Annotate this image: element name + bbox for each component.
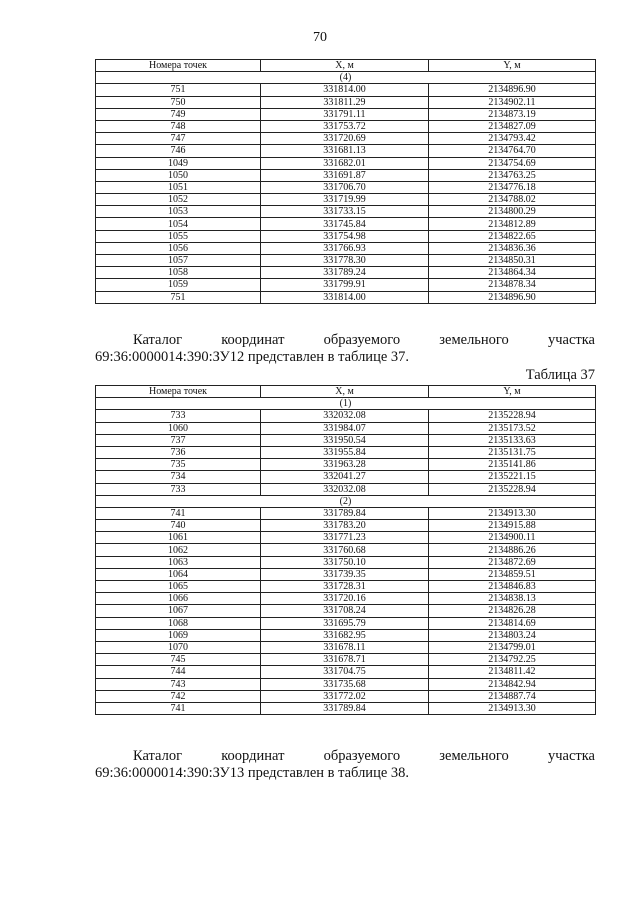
point-number-cell: 1063 — [96, 556, 261, 568]
point-number-cell: 1053 — [96, 206, 261, 218]
y-cell: 2134902.11 — [429, 96, 596, 108]
x-cell: 331735.68 — [261, 678, 429, 690]
x-cell: 331733.15 — [261, 206, 429, 218]
point-number-cell: 1057 — [96, 255, 261, 267]
x-cell: 331772.02 — [261, 690, 429, 702]
x-cell: 331719.99 — [261, 194, 429, 206]
contour-group-row — [96, 398, 596, 410]
y-cell: 2134800.29 — [429, 206, 596, 218]
table-row — [96, 483, 596, 495]
table-row — [96, 279, 596, 291]
contour-group-row — [96, 495, 596, 507]
point-number-cell: 751 — [96, 84, 261, 96]
x-cell: 331682.01 — [261, 157, 429, 169]
y-cell: 2134836.36 — [429, 242, 596, 254]
y-cell: 2134864.34 — [429, 267, 596, 279]
y-cell: 2134872.69 — [429, 556, 596, 568]
paragraph-line-1 — [95, 332, 595, 349]
y-cell: 2134826.28 — [429, 605, 596, 617]
table-row — [96, 267, 596, 279]
x-cell: 331745.84 — [261, 218, 429, 230]
x-cell: 331791.11 — [261, 108, 429, 120]
table-row — [96, 690, 596, 702]
table-row — [96, 84, 596, 96]
y-cell: 2134859.51 — [429, 568, 596, 580]
word: образуемого — [323, 748, 401, 764]
contour-label: (4) — [96, 72, 596, 84]
y-cell: 2135133.63 — [429, 434, 596, 446]
x-cell: 331704.75 — [261, 666, 429, 678]
word: координат — [221, 332, 285, 348]
y-cell: 2135228.94 — [429, 483, 596, 495]
y-cell: 2135221.15 — [429, 471, 596, 483]
x-cell: 331691.87 — [261, 169, 429, 181]
table-row — [96, 133, 596, 145]
y-cell: 2134814.69 — [429, 617, 596, 629]
point-number-cell: 1058 — [96, 267, 261, 279]
point-number-cell: 736 — [96, 446, 261, 458]
point-number-cell: 1050 — [96, 169, 261, 181]
table-row — [96, 422, 596, 434]
word: земельного — [439, 748, 509, 764]
point-number-cell: 750 — [96, 96, 261, 108]
point-number-cell: 746 — [96, 145, 261, 157]
y-cell: 2134886.26 — [429, 544, 596, 556]
point-number-cell: 1065 — [96, 581, 261, 593]
y-cell: 2135173.52 — [429, 422, 596, 434]
table-header-row — [96, 386, 596, 398]
point-number-cell: 1066 — [96, 593, 261, 605]
word: участка — [547, 332, 595, 348]
x-cell: 331760.68 — [261, 544, 429, 556]
table-row — [96, 230, 596, 242]
x-cell: 331955.84 — [261, 446, 429, 458]
table-row — [96, 291, 596, 303]
x-cell: 331766.93 — [261, 242, 429, 254]
y-cell: 2134913.30 — [429, 507, 596, 519]
y-cell: 2134793.42 — [429, 133, 596, 145]
catalog-paragraph-zu12 — [95, 332, 595, 366]
table-row — [96, 194, 596, 206]
y-cell: 2135228.94 — [429, 410, 596, 422]
x-cell: 331984.07 — [261, 422, 429, 434]
paragraph-line-1 — [95, 748, 595, 765]
table-row — [96, 410, 596, 422]
x-cell: 331789.24 — [261, 267, 429, 279]
point-number-cell: 1069 — [96, 629, 261, 641]
x-cell: 331950.54 — [261, 434, 429, 446]
y-cell: 2134803.24 — [429, 629, 596, 641]
table-row — [96, 169, 596, 181]
point-number-cell: 733 — [96, 483, 261, 495]
y-cell: 2134812.89 — [429, 218, 596, 230]
point-number-cell: 1067 — [96, 605, 261, 617]
x-cell: 331814.00 — [261, 291, 429, 303]
table-header-row — [96, 60, 596, 72]
y-cell: 2134838.13 — [429, 593, 596, 605]
contour-group-row — [96, 72, 596, 84]
table-row — [96, 617, 596, 629]
table-row — [96, 120, 596, 132]
table-row — [96, 434, 596, 446]
point-number-cell: 1056 — [96, 242, 261, 254]
point-number-cell: 1068 — [96, 617, 261, 629]
y-cell: 2134776.18 — [429, 181, 596, 193]
table-row — [96, 255, 596, 267]
x-cell: 331728.31 — [261, 581, 429, 593]
x-cell: 332041.27 — [261, 471, 429, 483]
point-number-cell: 744 — [96, 666, 261, 678]
x-cell: 331706.70 — [261, 181, 429, 193]
table-row — [96, 96, 596, 108]
x-cell: 331720.16 — [261, 593, 429, 605]
page-number: 70 — [313, 30, 327, 45]
table-row — [96, 629, 596, 641]
table-row — [96, 593, 596, 605]
x-cell: 331789.84 — [261, 507, 429, 519]
x-cell: 331814.00 — [261, 84, 429, 96]
y-cell: 2134887.74 — [429, 690, 596, 702]
x-cell: 331682.95 — [261, 629, 429, 641]
point-number-cell: 741 — [96, 507, 261, 519]
table-row — [96, 702, 596, 714]
point-number-cell: 749 — [96, 108, 261, 120]
y-cell: 2134896.90 — [429, 291, 596, 303]
x-cell: 331771.23 — [261, 532, 429, 544]
y-cell: 2135141.86 — [429, 459, 596, 471]
header-x: X, м — [261, 386, 429, 398]
word: участка — [547, 748, 595, 764]
point-number-cell: 1054 — [96, 218, 261, 230]
point-number-cell: 1070 — [96, 641, 261, 653]
y-cell: 2134900.11 — [429, 532, 596, 544]
word: Каталог — [133, 748, 183, 764]
table-row — [96, 446, 596, 458]
point-number-cell: 1062 — [96, 544, 261, 556]
paragraph-line-2: 69:36:0000014:390:ЗУ12 представлен в таблице 37. — [95, 349, 410, 365]
table-row — [96, 157, 596, 169]
x-cell: 331754.98 — [261, 230, 429, 242]
x-cell: 331708.24 — [261, 605, 429, 617]
paragraph-line-2: 69:36:0000014:390:ЗУ13 представлен в таблице 38. — [95, 765, 410, 781]
point-number-cell: 747 — [96, 133, 261, 145]
point-number-cell: 1051 — [96, 181, 261, 193]
table-row — [96, 145, 596, 157]
x-cell: 331799.91 — [261, 279, 429, 291]
header-x: X, м — [261, 60, 429, 72]
table-row — [96, 678, 596, 690]
contour-label: (2) — [96, 495, 596, 507]
contour-label: (1) — [96, 398, 596, 410]
point-number-cell: 1060 — [96, 422, 261, 434]
table-row — [96, 544, 596, 556]
point-number-cell: 745 — [96, 654, 261, 666]
table-row — [96, 581, 596, 593]
table-row — [96, 206, 596, 218]
x-cell: 331783.20 — [261, 520, 429, 532]
x-cell: 331963.28 — [261, 459, 429, 471]
y-cell: 2134846.83 — [429, 581, 596, 593]
y-cell: 2134915.88 — [429, 520, 596, 532]
point-number-cell: 741 — [96, 702, 261, 714]
x-cell: 331681.13 — [261, 145, 429, 157]
table-caption: Таблица 37 — [525, 367, 595, 383]
point-number-cell: 1049 — [96, 157, 261, 169]
y-cell: 2134850.31 — [429, 255, 596, 267]
table-row — [96, 459, 596, 471]
header-point-number: Номера точек — [96, 60, 261, 72]
y-cell: 2134764.70 — [429, 145, 596, 157]
word: образуемого — [323, 332, 401, 348]
table-row — [96, 556, 596, 568]
table-row — [96, 666, 596, 678]
table-row — [96, 520, 596, 532]
table-row — [96, 181, 596, 193]
y-cell: 2134788.02 — [429, 194, 596, 206]
x-cell: 332032.08 — [261, 483, 429, 495]
header-y: Y, м — [429, 60, 596, 72]
header-y: Y, м — [429, 386, 596, 398]
point-number-cell: 1052 — [96, 194, 261, 206]
y-cell: 2134763.25 — [429, 169, 596, 181]
point-number-cell: 734 — [96, 471, 261, 483]
point-number-cell: 1061 — [96, 532, 261, 544]
point-number-cell: 1055 — [96, 230, 261, 242]
point-number-cell: 737 — [96, 434, 261, 446]
x-cell: 331789.84 — [261, 702, 429, 714]
y-cell: 2134842.94 — [429, 678, 596, 690]
x-cell: 331778.30 — [261, 255, 429, 267]
x-cell: 331678.11 — [261, 641, 429, 653]
point-number-cell: 748 — [96, 120, 261, 132]
table-row — [96, 108, 596, 120]
x-cell: 331695.79 — [261, 617, 429, 629]
x-cell: 331739.35 — [261, 568, 429, 580]
y-cell: 2134822.65 — [429, 230, 596, 242]
point-number-cell: 733 — [96, 410, 261, 422]
table-row — [96, 507, 596, 519]
y-cell: 2134878.34 — [429, 279, 596, 291]
x-cell: 331720.69 — [261, 133, 429, 145]
catalog-paragraph-zu13 — [95, 748, 595, 782]
point-number-cell: 1059 — [96, 279, 261, 291]
point-number-cell: 735 — [96, 459, 261, 471]
word: координат — [221, 748, 285, 764]
point-number-cell: 1064 — [96, 568, 261, 580]
table-row — [96, 654, 596, 666]
point-number-cell: 740 — [96, 520, 261, 532]
point-number-cell: 742 — [96, 690, 261, 702]
y-cell: 2135131.75 — [429, 446, 596, 458]
table-row — [96, 641, 596, 653]
y-cell: 2134792.25 — [429, 654, 596, 666]
table-row — [96, 605, 596, 617]
y-cell: 2134799.01 — [429, 641, 596, 653]
x-cell: 331750.10 — [261, 556, 429, 568]
table-row — [96, 242, 596, 254]
y-cell: 2134754.69 — [429, 157, 596, 169]
word: Каталог — [133, 332, 183, 348]
coordinates-table-zu11 — [95, 59, 596, 304]
table-row — [96, 568, 596, 580]
x-cell: 332032.08 — [261, 410, 429, 422]
x-cell: 331678.71 — [261, 654, 429, 666]
y-cell: 2134811.42 — [429, 666, 596, 678]
coordinates-table-zu12 — [95, 385, 596, 715]
table-row — [96, 218, 596, 230]
y-cell: 2134896.90 — [429, 84, 596, 96]
point-number-cell: 751 — [96, 291, 261, 303]
word: земельного — [439, 332, 509, 348]
x-cell: 331811.29 — [261, 96, 429, 108]
y-cell: 2134827.09 — [429, 120, 596, 132]
header-point-number: Номера точек — [96, 386, 261, 398]
table-row — [96, 471, 596, 483]
y-cell: 2134873.19 — [429, 108, 596, 120]
table-row — [96, 532, 596, 544]
y-cell: 2134913.30 — [429, 702, 596, 714]
x-cell: 331753.72 — [261, 120, 429, 132]
point-number-cell: 743 — [96, 678, 261, 690]
